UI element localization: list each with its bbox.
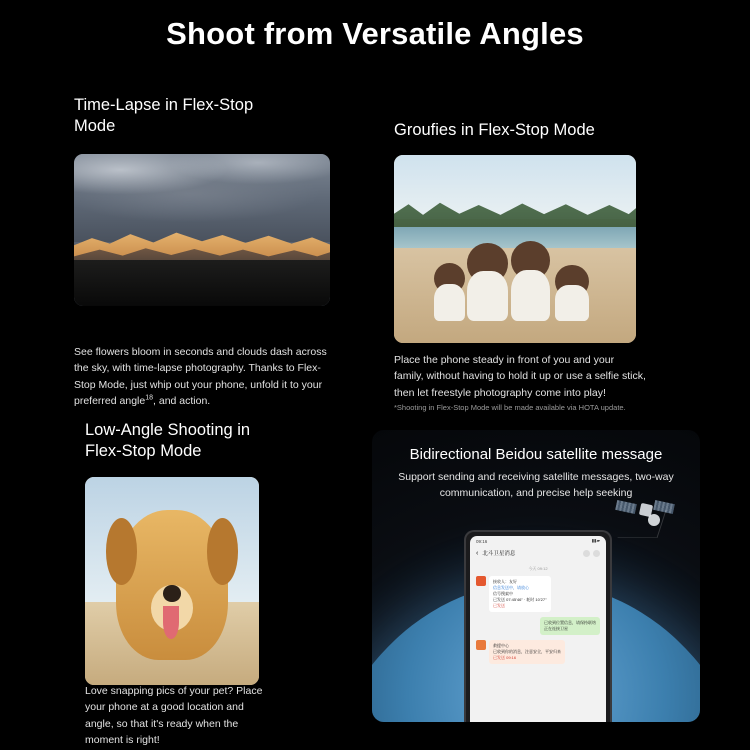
timelapse-caption-text: See flowers bloom in seconds and clouds dash across the sky, with time-lapse photography. Thanks to Flex-Stop Mode, just whip out your phone, unfold it to your preferred angle xyxy=(74,346,327,407)
message-line-3: 已发送 07:45'46" · 耗时 10'27" xyxy=(493,597,547,602)
person-child-right xyxy=(555,265,588,321)
groufies-people xyxy=(423,231,607,321)
chat-message-row xyxy=(476,576,600,612)
beidou-title: Bidirectional Beidou satellite message xyxy=(409,446,663,463)
person-body xyxy=(511,270,550,321)
groufies-caption: Place the phone steady in front of you and your family, without having to hold it up or use a selfie stick, then let freestyle photography come into play! xyxy=(394,354,646,399)
phone-status-bar xyxy=(470,536,606,546)
timelapse-caption-text-end: , and action. xyxy=(153,394,211,407)
section-groufies xyxy=(394,120,636,343)
message-tag: 已发送 xyxy=(493,603,505,608)
person-body xyxy=(555,285,588,321)
chat-message-row xyxy=(476,640,600,664)
dog-nose xyxy=(163,585,180,602)
groufies-title: Groufies in Flex-Stop Mode xyxy=(394,121,595,139)
chat-bubble[interactable] xyxy=(540,617,600,635)
groufies-image xyxy=(394,155,636,343)
profile-icon[interactable] xyxy=(583,550,590,557)
back-icon[interactable]: ‹ xyxy=(476,549,479,557)
person-child-left xyxy=(434,263,465,321)
timelapse-sky xyxy=(74,154,330,242)
satellite-beam xyxy=(617,510,666,538)
status-icons: ▮▮▰ xyxy=(591,538,600,543)
timelapse-caption xyxy=(74,344,336,409)
section-lowangle xyxy=(85,420,285,685)
timelapse-image xyxy=(74,154,330,306)
chat-navbar xyxy=(470,546,606,560)
message-line-1: 已收到你的消息，注意安全，平安归来 xyxy=(493,649,561,654)
lowangle-image xyxy=(85,477,259,685)
phone-mockup xyxy=(464,530,612,722)
person-body xyxy=(467,271,507,321)
more-icon[interactable] xyxy=(593,550,600,557)
message-tag: 已发送 09:16 xyxy=(493,655,517,660)
message-line-1: 信息发送中，请放心 xyxy=(493,585,529,590)
satellite-icon xyxy=(614,488,676,536)
message-sender: 接收人：友好 xyxy=(493,579,517,584)
timelapse-foreground xyxy=(74,260,330,306)
section-timelapse xyxy=(74,95,330,306)
chat-thread xyxy=(470,560,606,673)
timelapse-title: Time-Lapse in Flex-Stop Mode xyxy=(74,96,254,136)
chat-bubble[interactable] xyxy=(489,640,565,664)
avatar xyxy=(476,640,486,650)
page-title: Shoot from Versatile Angles xyxy=(166,16,584,51)
avatar xyxy=(476,576,486,586)
message-sender: 救援中心 xyxy=(493,643,509,648)
dog-ear-left xyxy=(106,518,137,585)
message-line-1: 已收到位置信息，请保持联络 xyxy=(544,620,596,625)
phone-screen xyxy=(470,536,606,722)
chat-message-row xyxy=(476,617,600,635)
person-adult-right xyxy=(511,241,550,320)
status-time: 09:16 xyxy=(476,538,488,544)
beidou-subtitle: Support sending and receiving satellite messages, two-way communication, and precise help seeking xyxy=(398,471,674,499)
dog-tongue xyxy=(163,606,179,639)
lowangle-title: Low-Angle Shooting in Flex-Stop Mode xyxy=(85,421,251,461)
lowangle-caption: Love snapping pics of your pet? Place your phone at a good location and angle, so that it's ready when the moment is right! xyxy=(85,685,263,746)
person-adult-left xyxy=(467,243,507,321)
chat-timestamp: 今天 09:12 xyxy=(528,566,548,571)
section-beidou xyxy=(372,430,700,722)
message-line-2: 正在连接卫星 xyxy=(544,626,568,631)
person-body xyxy=(434,284,465,321)
message-line-2: 信号搜索中 xyxy=(493,591,513,596)
navbar-actions xyxy=(583,550,600,557)
groufies-footnote: *Shooting in Flex-Stop Mode will be made available via HOTA update. xyxy=(394,403,626,412)
chat-bubble[interactable] xyxy=(489,576,551,612)
timelapse-caption-superscript: 18 xyxy=(145,394,154,402)
chat-title: 北斗卫星消息 xyxy=(482,551,516,557)
dog-ear-right xyxy=(207,518,238,585)
